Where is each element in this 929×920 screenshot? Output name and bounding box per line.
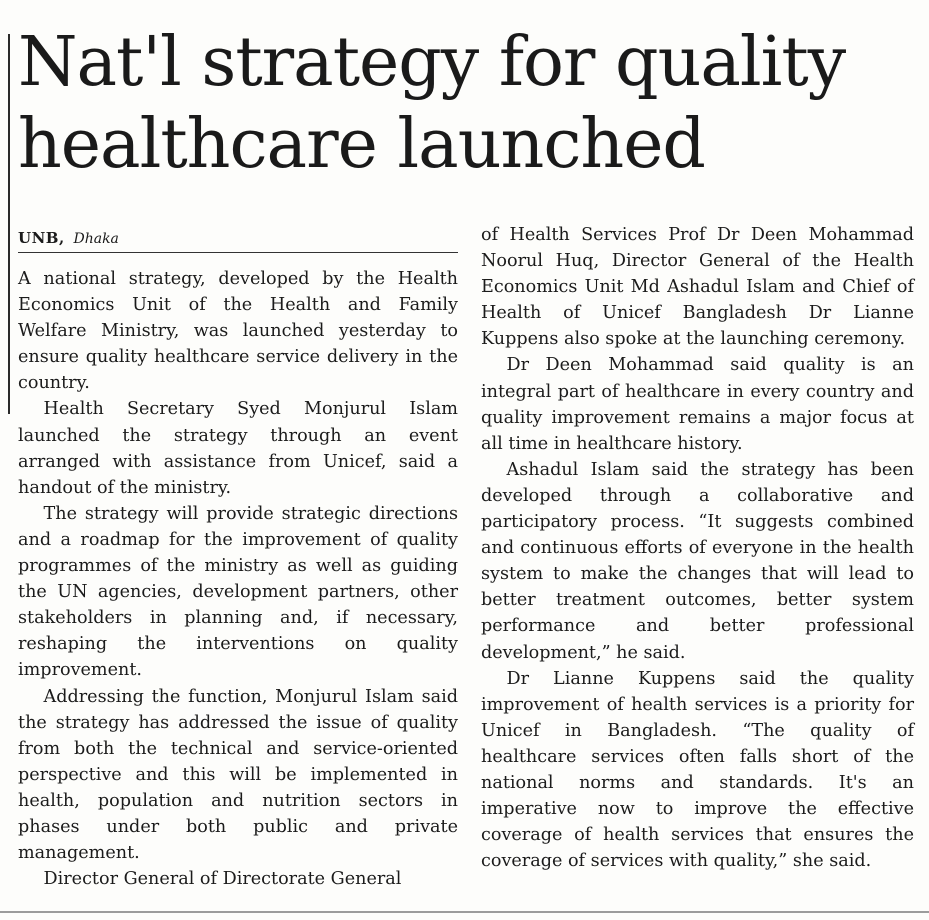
paragraph: A national strategy, developed by the Health Economics Unit of the Health and Family Welfare Ministry, was launched yesterday to ensure quality healthcare service delivery in the country. [18,269,458,394]
paragraph: Ashadul Islam said the strategy has been developed through a collaborative and participatory process. “It suggests combined and continuous efforts of everyone in the health system to make the changes that will lead to better treatment outcomes, better system performance and better professional development,” he said. [481,459,914,663]
bottom-border [0,911,929,913]
paragraph: The strategy will provide strategic directions and a roadmap for the improvement of quality programmes of the ministry as well as guiding the UN agencies, development partners, other stakeholders in planning and, if necessary, reshaping the interventions on quality improvement. [18,503,458,681]
paragraph: Health Secretary Syed Monjurul Islam launched the strategy through an event arranged with assistance from Unicef, said a handout of the ministry. [18,399,458,498]
article-column-right [481,222,914,874]
headline: Nat'l strategy for quality healthcare launched [18,23,846,184]
byline [18,228,458,253]
paragraph: of Health Services Prof Dr Deen Mohammad Noorul Huq, Director General of the Health Economics Unit Md Ashadul Islam and Chief of Health of Unicef Bangladesh Dr Lianne Kuppens also spoke at the launching ceremony. [481,225,914,350]
paragraph: Director General of Directorate General [43,869,402,890]
column-rule [8,34,10,414]
byline-agency: UNB, [18,229,65,247]
paragraph: Addressing the function, Monjurul Islam said the strategy has addressed the issue of quality from both the technical and service-oriented perspective and this will be implemented in health, population and nutrition sectors in phases under both public and private management. [18,686,458,864]
article-column-left [18,266,458,892]
paragraph: Dr Lianne Kuppens said the quality improvement of health services is a priority for Unicef in Bangladesh. “The quality of healthcare services often falls short of the national norms and standards. It's an imperative now to improve the effective coverage of health services that ensures the coverage of services with quality,” she said. [481,668,914,872]
paragraph: Dr Deen Mohammad said quality is an integral part of healthcare in every country and quality improvement remains a major focus at all time in healthcare history. [481,355,914,454]
byline-city: Dhaka [73,231,119,247]
